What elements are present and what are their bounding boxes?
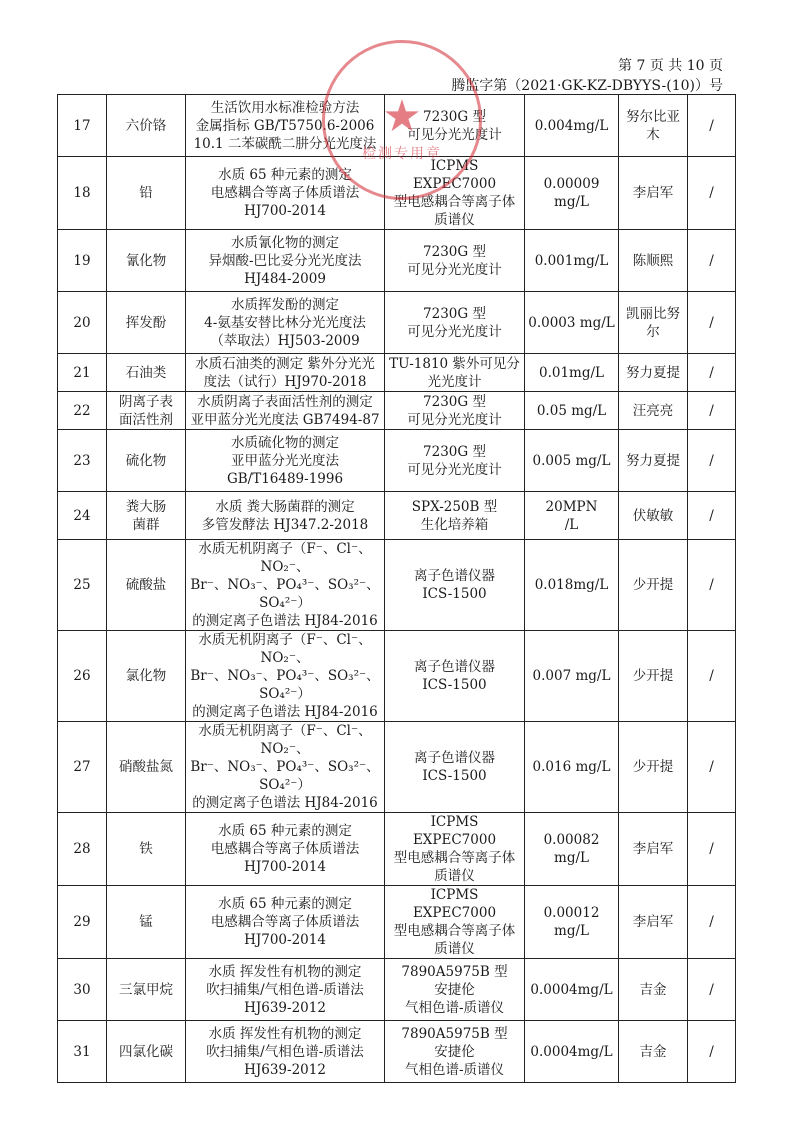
cell-instrument-line: 气相色谱-质谱仪 bbox=[404, 1061, 505, 1078]
cell-analyst-line: 少开提 bbox=[632, 759, 674, 775]
cell-analyst bbox=[619, 722, 688, 813]
cell-analyst bbox=[619, 430, 688, 492]
cell-analyst-line: 努尔比亚 bbox=[626, 108, 680, 125]
cell-number: 27 bbox=[58, 722, 107, 813]
cell-instrument bbox=[385, 292, 525, 354]
cell-method bbox=[186, 959, 385, 1021]
cell-analyst-line: 凯丽比努 bbox=[626, 305, 680, 322]
cell-detection-limit bbox=[525, 230, 619, 292]
report-number: 腾监字第（2021·GK-KZ-DBYYS-(10)）号 bbox=[451, 78, 723, 94]
cell-detection-limit-line: 0.00009 bbox=[543, 176, 600, 192]
cell-method-line: 水质氰化物的测定 bbox=[231, 234, 339, 251]
cell-method-line: GB/T16489-1996 bbox=[226, 470, 344, 487]
cell-detection-limit bbox=[525, 631, 619, 722]
cell-item bbox=[107, 392, 186, 430]
cell-analyst-line: 李启军 bbox=[632, 841, 674, 857]
cell-detection-limit bbox=[525, 886, 619, 959]
cell-analyst bbox=[619, 813, 688, 886]
cell-instrument bbox=[385, 95, 525, 157]
cell-method-line: 金属指标 GB/T5750.6-2006 bbox=[195, 117, 375, 134]
cell-detection-limit bbox=[525, 292, 619, 354]
cell-method-line: 4-氨基安替比林分光光度法 bbox=[204, 314, 366, 331]
cell-method-line: 电感耦合等离子体质谱法 bbox=[210, 185, 360, 201]
cell-detection-limit bbox=[525, 157, 619, 230]
cell-item-line: 面活性剂 bbox=[119, 411, 173, 428]
cell-detection-limit bbox=[525, 430, 619, 492]
cell-item bbox=[107, 430, 186, 492]
cell-item-line: 粪大肠 bbox=[125, 498, 167, 515]
cell-instrument-line: 安捷伦 bbox=[434, 1043, 475, 1060]
cell-item-line: 菌群 bbox=[132, 516, 160, 533]
cell-analyst bbox=[619, 292, 688, 354]
cell-remark: / bbox=[688, 392, 736, 430]
cell-detection-limit-line: 0.05 mg/L bbox=[536, 402, 607, 419]
cell-analyst bbox=[619, 95, 688, 157]
cell-item bbox=[107, 886, 186, 959]
cell-detection-limit-line: 0.0004mg/L bbox=[530, 1043, 613, 1060]
cell-method-line: HJ639-2012 bbox=[244, 1061, 326, 1078]
cell-method bbox=[186, 631, 385, 722]
cell-method-line: 水质 65 种元素的测定 bbox=[218, 896, 352, 912]
cell-item-line: 四氯化碳 bbox=[119, 1043, 173, 1060]
cell-method-line: 水质挥发酚的测定 bbox=[231, 296, 339, 313]
cell-detection-limit-line: mg/L bbox=[554, 850, 589, 866]
cell-instrument-line: SPX-250B 型 bbox=[411, 498, 498, 515]
cell-instrument-line: 7230G 型 bbox=[423, 243, 486, 260]
cell-instrument-line: 7890A5975B 型 bbox=[401, 1025, 508, 1042]
cell-item bbox=[107, 492, 186, 540]
table-row bbox=[58, 631, 736, 722]
cell-method-line: 水质无机阴离子（F⁻、Cl⁻、NO₂⁻、 bbox=[198, 632, 372, 666]
cell-instrument-line: 离子色谱仪器 bbox=[414, 659, 495, 675]
cell-detection-limit-line: 0.0004mg/L bbox=[530, 981, 613, 998]
cell-remark: / bbox=[688, 95, 736, 157]
cell-method bbox=[186, 1021, 385, 1083]
cell-analyst bbox=[619, 230, 688, 292]
cell-method-line: HJ700-2014 bbox=[244, 932, 326, 948]
cell-instrument-line: 型电感耦合等离子体 bbox=[393, 194, 516, 210]
cell-instrument bbox=[385, 430, 525, 492]
cell-detection-limit-line: mg/L bbox=[554, 923, 589, 939]
cell-method bbox=[186, 157, 385, 230]
cell-detection-limit-line: 0.007 mg/L bbox=[532, 668, 611, 684]
cell-instrument-line: 7230G 型 bbox=[423, 108, 486, 125]
cell-method-line: 亚甲蓝分光光度法 GB7494-87 bbox=[190, 411, 380, 428]
cell-item bbox=[107, 157, 186, 230]
cell-detection-limit-line: 0.00082 bbox=[543, 832, 600, 848]
cell-analyst bbox=[619, 157, 688, 230]
cell-item-line: 氰化物 bbox=[125, 252, 167, 269]
cell-detection-limit bbox=[525, 1021, 619, 1083]
cell-detection-limit-line: 0.001mg/L bbox=[534, 252, 609, 269]
cell-instrument-line: TU-1810 紫外可见分 bbox=[389, 355, 520, 372]
cell-method bbox=[186, 813, 385, 886]
cell-instrument-line: 可见分光光度计 bbox=[407, 323, 502, 340]
cell-item bbox=[107, 631, 186, 722]
cell-remark: / bbox=[688, 722, 736, 813]
cell-item-line: 阴离子表 bbox=[119, 393, 173, 410]
cell-method-line: （萃取法）HJ503-2009 bbox=[210, 332, 360, 349]
cell-instrument-line: 可见分光光度计 bbox=[407, 461, 502, 478]
cell-method-line: 水质硫化物的测定 bbox=[231, 434, 339, 451]
cell-method bbox=[186, 492, 385, 540]
table-row bbox=[58, 1021, 736, 1083]
cell-detection-limit bbox=[525, 959, 619, 1021]
cell-remark: / bbox=[688, 959, 736, 1021]
cell-method-line: 水质 粪大肠菌群的测定 bbox=[215, 498, 355, 515]
cell-analyst bbox=[619, 1021, 688, 1083]
cell-remark: / bbox=[688, 886, 736, 959]
table-row bbox=[58, 292, 736, 354]
cell-analyst-line: 木 bbox=[646, 126, 660, 143]
cell-instrument-line: ICS-1500 bbox=[422, 586, 487, 602]
cell-item-line: 三氯甲烷 bbox=[119, 981, 173, 998]
cell-method-line: 水质无机阴离子（F⁻、Cl⁻、NO₂⁻、 bbox=[198, 723, 372, 757]
cell-method bbox=[186, 354, 385, 392]
cell-instrument bbox=[385, 959, 525, 1021]
cell-method-line: 10.1 二苯碳酰二肼分光光度法 bbox=[193, 135, 377, 152]
cell-item bbox=[107, 959, 186, 1021]
cell-instrument bbox=[385, 392, 525, 430]
cell-number: 30 bbox=[58, 959, 107, 1021]
cell-method bbox=[186, 722, 385, 813]
cell-method bbox=[186, 292, 385, 354]
cell-item-line: 六价铬 bbox=[125, 117, 167, 134]
cell-detection-limit-line: 20MPN bbox=[545, 498, 598, 515]
cell-remark: / bbox=[688, 354, 736, 392]
cell-remark: / bbox=[688, 292, 736, 354]
cell-method-line: 水质石油类的测定 紫外分光光 bbox=[195, 355, 375, 372]
cell-instrument bbox=[385, 157, 525, 230]
cell-method-line: 水质无机阴离子（F⁻、Cl⁻、NO₂⁻、 bbox=[198, 541, 372, 575]
cell-item bbox=[107, 1021, 186, 1083]
cell-instrument-line: 7230G 型 bbox=[423, 305, 486, 322]
cell-method-line: 异烟酸-巴比妥分光光度法 bbox=[208, 252, 362, 269]
cell-number: 18 bbox=[58, 157, 107, 230]
table-row bbox=[58, 95, 736, 157]
cell-detection-limit-line: mg/L bbox=[554, 194, 589, 210]
cell-method-line: HJ484-2009 bbox=[244, 270, 326, 287]
cell-analyst-line: 尔 bbox=[646, 323, 660, 340]
cell-number: 23 bbox=[58, 430, 107, 492]
cell-remark: / bbox=[688, 230, 736, 292]
cell-instrument-line: 7890A5975B 型 bbox=[401, 963, 508, 980]
seal-star-icon: ★ bbox=[382, 91, 422, 142]
cell-method-line: Br⁻、NO₃⁻、PO₄³⁻、SO₃²⁻、SO₄²⁻） bbox=[190, 668, 380, 702]
cell-remark: / bbox=[688, 492, 736, 540]
cell-number: 28 bbox=[58, 813, 107, 886]
cell-method-line: Br⁻、NO₃⁻、PO₄³⁻、SO₃²⁻、SO₄²⁻） bbox=[190, 759, 380, 793]
cell-method-line: 吹扫捕集/气相色谱-质谱法 bbox=[206, 981, 364, 998]
cell-method-line: 度法（试行）HJ970-2018 bbox=[203, 373, 367, 390]
cell-analyst-line: 吉金 bbox=[639, 1043, 667, 1060]
cell-instrument bbox=[385, 631, 525, 722]
cell-remark: / bbox=[688, 540, 736, 631]
cell-analyst-line: 汪亮亮 bbox=[632, 402, 674, 419]
cell-item-line: 锰 bbox=[139, 914, 153, 930]
table-row bbox=[58, 492, 736, 540]
cell-item bbox=[107, 292, 186, 354]
cell-analyst bbox=[619, 392, 688, 430]
cell-number: 25 bbox=[58, 540, 107, 631]
cell-instrument-line: 质谱仪 bbox=[434, 941, 475, 957]
table-body bbox=[58, 91, 736, 1083]
cell-analyst bbox=[619, 886, 688, 959]
cell-number: 22 bbox=[58, 392, 107, 430]
cell-method-line: HJ700-2014 bbox=[244, 859, 326, 875]
cell-analyst-line: 李启军 bbox=[632, 185, 674, 201]
cell-method-line: HJ700-2014 bbox=[244, 203, 326, 219]
cell-analyst bbox=[619, 631, 688, 722]
cell-instrument-line: ICPMS EXPEC7000 bbox=[412, 814, 497, 848]
cell-item bbox=[107, 354, 186, 392]
cell-instrument bbox=[385, 354, 525, 392]
table-row bbox=[58, 813, 736, 886]
table-row bbox=[58, 886, 736, 959]
cell-method-line: 多管发酵法 HJ347.2-2018 bbox=[201, 516, 369, 533]
cell-instrument-line: ICPMS EXPEC7000 bbox=[412, 887, 497, 921]
cell-number: 19 bbox=[58, 230, 107, 292]
cell-detection-limit-line: 0.016 mg/L bbox=[532, 759, 611, 775]
cell-analyst-line: 李启军 bbox=[632, 914, 674, 930]
page-info: 第 7 页 共 10 页 bbox=[618, 58, 723, 74]
cell-method bbox=[186, 392, 385, 430]
cell-analyst-line: 吉金 bbox=[639, 981, 667, 998]
cell-method-line: 水质 挥发性有机物的测定 bbox=[208, 963, 362, 980]
cell-instrument-line: ICPMS EXPEC7000 bbox=[412, 158, 497, 192]
cell-detection-limit bbox=[525, 492, 619, 540]
cell-detection-limit-line: 0.01mg/L bbox=[538, 364, 604, 381]
cell-instrument-line: 可见分光光度计 bbox=[407, 411, 502, 428]
cell-analyst bbox=[619, 492, 688, 540]
cell-remark: / bbox=[688, 813, 736, 886]
cell-number: 21 bbox=[58, 354, 107, 392]
cell-instrument bbox=[385, 1021, 525, 1083]
table-row bbox=[58, 430, 736, 492]
cell-remark: / bbox=[688, 631, 736, 722]
cell-remark: / bbox=[688, 157, 736, 230]
cell-instrument bbox=[385, 813, 525, 886]
cell-detection-limit bbox=[525, 722, 619, 813]
cell-analyst bbox=[619, 959, 688, 1021]
cell-instrument-line: 质谱仪 bbox=[434, 212, 475, 228]
cell-method bbox=[186, 430, 385, 492]
cell-instrument-line: 安捷伦 bbox=[434, 981, 475, 998]
cell-analyst-line: 少开提 bbox=[632, 668, 674, 684]
cell-detection-limit bbox=[525, 813, 619, 886]
cell-method-line: 的测定离子色谱法 HJ84-2016 bbox=[192, 704, 378, 720]
cell-instrument-line: 气相色谱-质谱仪 bbox=[404, 999, 505, 1016]
seal-text: 检测专用章 bbox=[362, 146, 442, 162]
cell-method bbox=[186, 540, 385, 631]
table-row bbox=[58, 540, 736, 631]
cell-item-line: 硫化物 bbox=[125, 452, 167, 469]
cell-detection-limit bbox=[525, 540, 619, 631]
cell-detection-limit bbox=[525, 392, 619, 430]
cell-item bbox=[107, 813, 186, 886]
cell-analyst bbox=[619, 354, 688, 392]
cell-item-line: 铁 bbox=[139, 841, 153, 857]
table-row bbox=[58, 722, 736, 813]
cell-detection-limit-line: 0.005 mg/L bbox=[532, 452, 611, 469]
cell-item-line: 硝酸盐氮 bbox=[119, 759, 173, 775]
cell-instrument-line: 离子色谱仪器 bbox=[414, 568, 495, 584]
cell-item-line: 氯化物 bbox=[125, 668, 167, 684]
cell-number: 17 bbox=[58, 95, 107, 157]
cell-number: 26 bbox=[58, 631, 107, 722]
cell-item bbox=[107, 540, 186, 631]
cell-item-line: 石油类 bbox=[125, 364, 167, 381]
cell-analyst-line: 少开提 bbox=[632, 577, 674, 593]
cell-detection-limit-line: /L bbox=[564, 516, 579, 533]
cell-detection-limit bbox=[525, 95, 619, 157]
cell-detection-limit-line: 0.00012 bbox=[543, 905, 600, 921]
cell-method bbox=[186, 886, 385, 959]
cell-instrument bbox=[385, 540, 525, 631]
test-method-table bbox=[57, 91, 736, 1083]
page-header bbox=[451, 56, 723, 96]
cell-instrument bbox=[385, 886, 525, 959]
cell-instrument-line: ICS-1500 bbox=[422, 768, 487, 784]
cell-method-line: Br⁻、NO₃⁻、PO₄³⁻、SO₃²⁻、SO₄²⁻） bbox=[190, 577, 380, 611]
cell-method-line: 水质 65 种元素的测定 bbox=[218, 167, 352, 183]
cell-detection-limit-line: 0.0003 mg/L bbox=[528, 314, 615, 331]
table-row bbox=[58, 959, 736, 1021]
cell-instrument bbox=[385, 722, 525, 813]
cell-instrument-line: 型电感耦合等离子体 bbox=[393, 923, 516, 939]
cell-instrument-line: 离子色谱仪器 bbox=[414, 750, 495, 766]
cell-item bbox=[107, 95, 186, 157]
cell-instrument bbox=[385, 492, 525, 540]
cell-number: 24 bbox=[58, 492, 107, 540]
cell-instrument-line: 可见分光光度计 bbox=[407, 261, 502, 278]
cell-instrument-line: 生化培养箱 bbox=[420, 516, 489, 533]
cell-detection-limit bbox=[525, 354, 619, 392]
cell-method-line: 电感耦合等离子体质谱法 bbox=[210, 841, 360, 857]
cell-method-line: 生活饮用水标准检验方法 bbox=[210, 99, 360, 116]
cell-method-line: 水质 挥发性有机物的测定 bbox=[208, 1025, 362, 1042]
cell-method-line: 水质 65 种元素的测定 bbox=[218, 823, 352, 839]
cell-item-line: 硫酸盐 bbox=[125, 577, 167, 593]
cell-instrument bbox=[385, 230, 525, 292]
cell-number: 29 bbox=[58, 886, 107, 959]
cell-remark: / bbox=[688, 1021, 736, 1083]
table-row bbox=[58, 157, 736, 230]
cell-remark: / bbox=[688, 430, 736, 492]
cell-method-line: 电感耦合等离子体质谱法 bbox=[210, 914, 360, 930]
cell-item-line: 挥发酚 bbox=[125, 314, 167, 331]
cell-method-line: 吹扫捕集/气相色谱-质谱法 bbox=[206, 1043, 364, 1060]
cell-item bbox=[107, 722, 186, 813]
cell-instrument-line: 型电感耦合等离子体 bbox=[393, 850, 516, 866]
cell-analyst-line: 努力夏提 bbox=[626, 452, 680, 469]
table-row bbox=[58, 392, 736, 430]
table-row bbox=[58, 230, 736, 292]
cell-instrument-line: 7230G 型 bbox=[423, 393, 486, 410]
cell-detection-limit-line: 0.018mg/L bbox=[534, 577, 609, 593]
cell-analyst-line: 伏敏敏 bbox=[632, 507, 674, 524]
table-row bbox=[58, 354, 736, 392]
cell-number: 31 bbox=[58, 1021, 107, 1083]
cell-method-line: 水质阴离子表面活性剂的测定 bbox=[197, 393, 373, 410]
cell-instrument-line: 7230G 型 bbox=[423, 443, 486, 460]
cell-item bbox=[107, 230, 186, 292]
cell-analyst-line: 努力夏提 bbox=[626, 364, 680, 381]
cell-item-line: 铅 bbox=[139, 185, 153, 201]
cell-instrument-line: 可见分光光度计 bbox=[407, 126, 502, 143]
cell-method-line: 亚甲蓝分光光度法 bbox=[231, 452, 339, 469]
cell-method bbox=[186, 95, 385, 157]
cell-instrument-line: ICS-1500 bbox=[422, 677, 487, 693]
cell-instrument-line: 光光度计 bbox=[427, 373, 482, 390]
cell-method-line: HJ639-2012 bbox=[244, 999, 326, 1016]
cell-analyst-line: 陈顺熙 bbox=[632, 252, 674, 269]
cell-method bbox=[186, 230, 385, 292]
cell-method-line: 的测定离子色谱法 HJ84-2016 bbox=[192, 795, 378, 811]
cell-instrument-line: 质谱仪 bbox=[434, 868, 475, 884]
cell-number: 20 bbox=[58, 292, 107, 354]
cell-analyst bbox=[619, 540, 688, 631]
cell-detection-limit-line: 0.004mg/L bbox=[534, 117, 609, 134]
cell-method-line: 的测定离子色谱法 HJ84-2016 bbox=[192, 613, 378, 629]
